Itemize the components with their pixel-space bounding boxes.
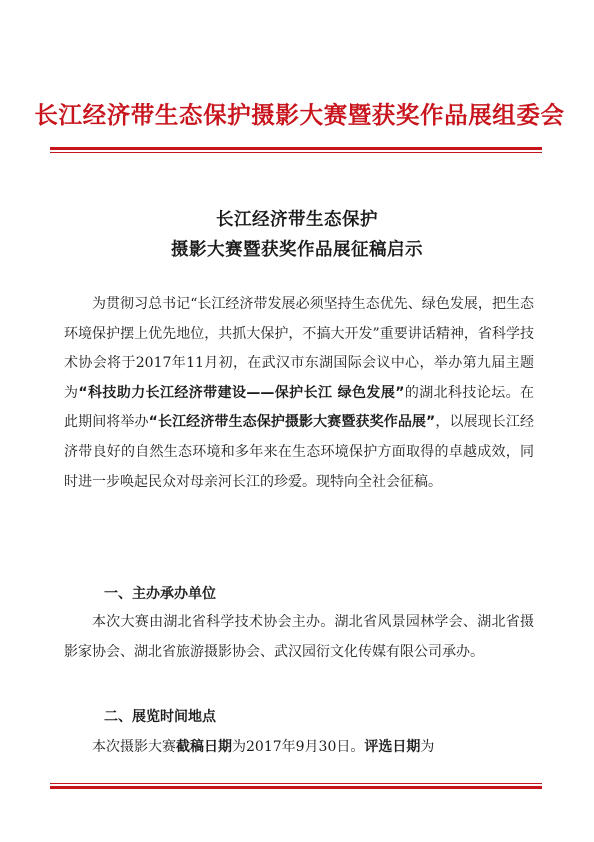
notice-title-line-2: 摄影大赛暨获奖作品展征稿启示 — [171, 240, 423, 260]
exhibition-name: “长江经济带生态保护摄影大赛暨获奖作品展” — [148, 414, 436, 431]
schedule-text-3: 为 — [420, 739, 435, 755]
forum-theme: “科技助力长江经济带建设——保护长江 绿色发展” — [78, 384, 405, 401]
footer-divider — [50, 783, 542, 789]
schedule-text-1: 本次摄影大赛 — [92, 739, 176, 755]
divider-thin-line — [50, 152, 542, 153]
notice-title-line-1: 长江经济带生态保护 — [216, 210, 378, 230]
organizers-paragraph: 本次大赛由湖北省科学技术协会主办。湖北省风景园林学会、湖北省摄影家协会、湖北省旅游摄影协会、武汉园衍文化传媒有限公司承办。 — [64, 614, 534, 660]
schedule-paragraph — [64, 733, 534, 763]
schedule-text-2: 为2017年9月30日。 — [232, 739, 365, 755]
footer-thin-line — [50, 783, 542, 784]
intro-paragraph — [64, 290, 534, 497]
footer-thick-line — [50, 786, 542, 789]
divider-thick-line — [50, 147, 542, 150]
section-heading-organizers: 一、主办承办单位 — [104, 586, 216, 602]
letterhead-divider — [50, 147, 542, 153]
section-heading-schedule: 二、展览时间地点 — [104, 709, 216, 725]
organization-letterhead: 长江经济带生态保护摄影大赛暨获奖作品展组委会 — [34, 101, 565, 129]
intro-text-1: 为贯彻习总书记“长江经济带发展必须坚持生态优先、绿色发展，把生态环境保护摆上优先地位，共抓大保护，不搞大开发”重要讲话精神，省科学技术协会将于2017年11月初，在武汉市东湖国际会议中心，举办第九届主题为 — [64, 296, 534, 401]
review-date-label: 评选日期 — [364, 739, 421, 755]
intro-text-2: 的湖北科技论坛。在此期间将举办 — [64, 384, 535, 431]
intro-text-3: ，以展现长江经济带良好的自然生态环境和多年来在生态环境保护方面取得的卓越成效，同时进一步唤起民众对母亲河长江的珍爱。现特向全社会征稿。 — [64, 414, 535, 490]
deadline-label: 截稿日期 — [176, 739, 232, 755]
